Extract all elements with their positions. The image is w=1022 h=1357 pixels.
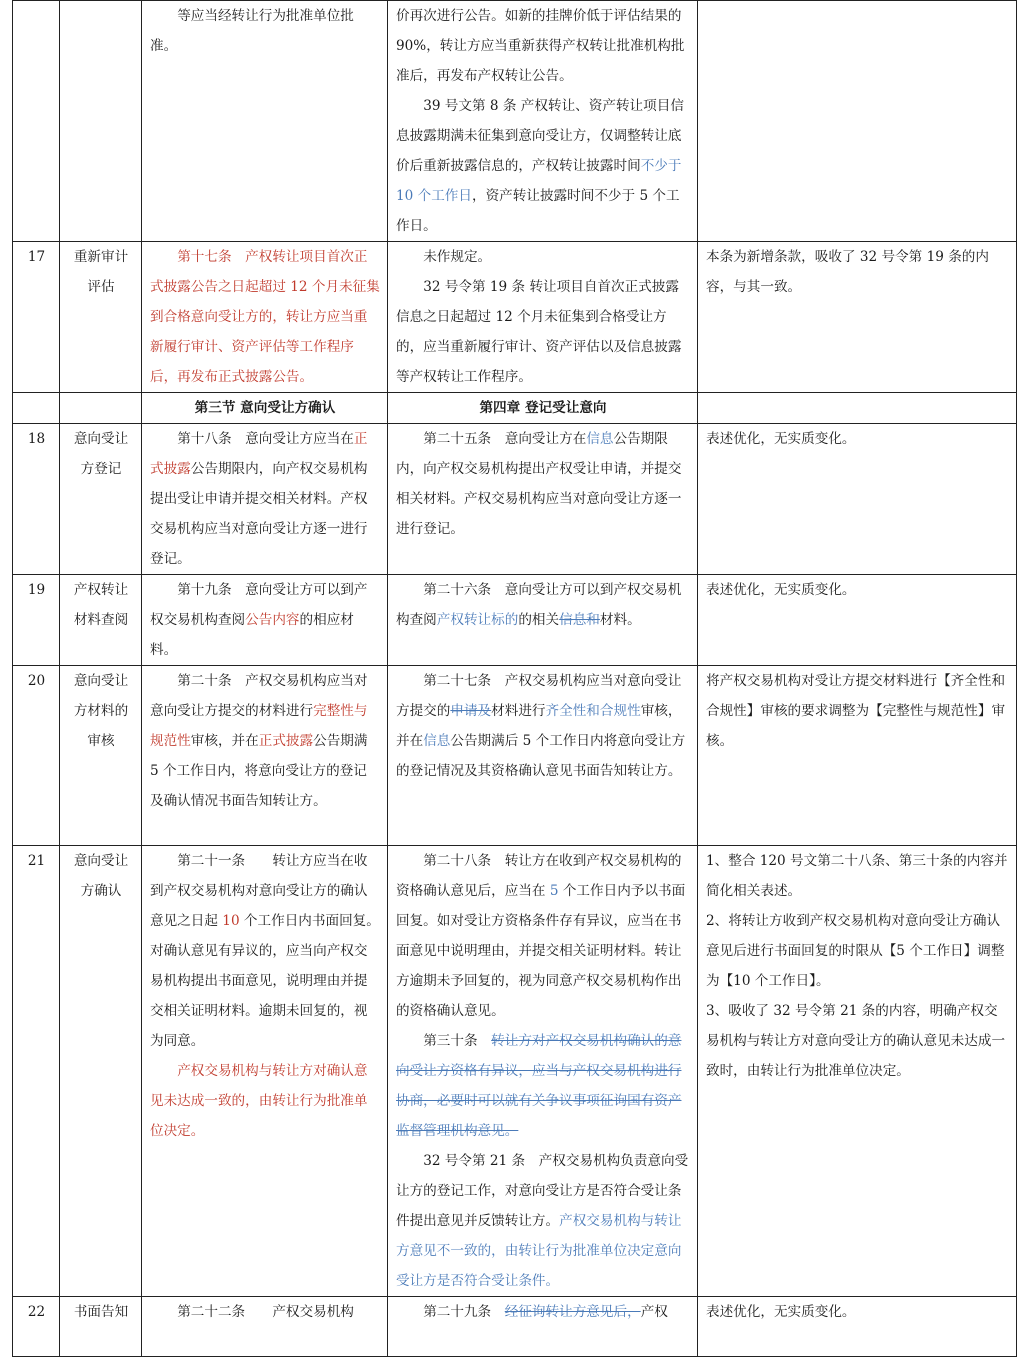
text-segment: 信息 xyxy=(423,733,451,749)
old-rule-cell xyxy=(388,424,698,575)
row-category: 意向受让方材料的审核 xyxy=(60,666,142,846)
text-segment: 等应当经转让行为批准单位批准。 xyxy=(150,8,354,54)
text-segment: 个工作日内书面回复。对确认意见有异议的，应当向产权交易机构提出书面意见，说明理由并提交相关证明材料。逾期未回复的，视为同意。 xyxy=(150,913,380,1049)
text-segment: 完整性与规范性 xyxy=(150,703,368,749)
text-segment: 公告期限内，向产权交易机构提出受让申请并提交相关材料。产权交易机构应当对意向受让方逐一进行登记。 xyxy=(150,461,368,567)
text-segment: 公告期满 5 个工作日内，将意向受让方的登记及确认情况书面告知转让方。 xyxy=(150,733,368,809)
text-segment: 意向受让方可以到产权交易机构查阅 xyxy=(150,582,368,628)
text-segment: ，资产转让披露时间不少于 5 个工作日。 xyxy=(396,188,680,234)
text-segment: 转让项目自首次正式披露信息之日起超过 12 个月未征集到合格受让方的，应当重新履行审计、资产评估以及信息披露等产权转让工作程序。 xyxy=(396,279,682,385)
text-segment: 产权转让、资产转让项目信息披露期满未征集到意向受让方，仅调整转让底价后重新披露信息的，产权转让披露时间 xyxy=(396,98,684,174)
text-segment: 第二十五条 xyxy=(423,431,492,447)
text-segment: 32 号令第 19 条 xyxy=(423,279,526,295)
text-segment: 5 xyxy=(549,883,559,899)
clause-text xyxy=(150,666,380,816)
text-segment: 经征询转让方意见后， xyxy=(504,1304,641,1320)
new-rule-cell xyxy=(142,666,388,846)
new-rule-cell xyxy=(142,242,388,393)
clause-text xyxy=(150,424,380,574)
row-number: 22 xyxy=(13,1297,60,1357)
clause-text xyxy=(150,1297,380,1327)
text-segment: 第二十一条 xyxy=(177,853,246,869)
old-rule-cell xyxy=(388,846,698,1297)
new-rule-cell xyxy=(142,424,388,575)
table-row xyxy=(13,846,1017,1297)
text-segment: 产权交易机构负责意向受让方的登记工作，对意向受让方是否符合受让条件提出意见并反馈转让方。 xyxy=(396,1153,689,1229)
text-segment: 第十九条 xyxy=(177,582,232,598)
text-segment: 材料进行 xyxy=(491,703,546,719)
text-segment: 公告期满后 5 个工作日内将意向受让方的登记情况及其资格确认意见书面告知转让方。 xyxy=(396,733,686,779)
text-segment: 32 号令第 21 条 xyxy=(423,1153,526,1169)
comparison-table xyxy=(12,0,1017,1357)
text-segment: 第十七条 xyxy=(177,249,232,265)
text-segment: 转让方应当在收到产权交易机构对意向受让方的确认意见之日起 xyxy=(150,853,368,929)
text-segment: 产权交易机构与转让方对确认意见未达成一致的，由转让行为批准单位决定。 xyxy=(150,1063,368,1139)
table-row xyxy=(13,666,1017,846)
text-segment: 个工作日内予以书面回复。如对受让方资格条件存有异议，应当在书面意见中说明理由，并提交相关证明材料。转让方逾期未予回复的，视为同意产权交易机构作出的资格确认意见。 xyxy=(396,883,686,1019)
text-segment: 转让方在收到产权交易机构的资格确认意见后，应当在 xyxy=(396,853,682,899)
row-number: 18 xyxy=(13,424,60,575)
clause-text xyxy=(150,846,380,1056)
old-rule-cell xyxy=(388,666,698,846)
clause-text xyxy=(396,272,690,392)
note-cell xyxy=(698,666,1017,846)
section-title-old: 第四章 登记受让意向 xyxy=(388,393,698,424)
clause-text xyxy=(396,424,690,544)
note-text: 本条为新增条款，吸收了 32 号令第 19 条的内容，与其一致。 xyxy=(706,249,989,295)
table-row xyxy=(13,424,1017,575)
table-row xyxy=(13,575,1017,666)
text-segment: 产权交易机构应当对意向受让方提交的材料进行 xyxy=(150,673,368,719)
text-segment: 39 号文第 8 条 xyxy=(423,98,517,114)
text-segment: 第二十九条 xyxy=(423,1304,492,1320)
row-category: 意向受让方登记 xyxy=(60,424,142,575)
new-rule-cell xyxy=(142,846,388,1297)
text-segment: 公告期限内，向产权交易机构提出产权受让申请，并提交相关材料。产权交易机构应当对意向受让方逐一进行登记。 xyxy=(396,431,682,537)
text-segment: 第二十六条 xyxy=(423,582,492,598)
text-segment: 10 xyxy=(222,913,240,929)
text-segment: 正式披露 xyxy=(150,431,368,477)
row-number: 21 xyxy=(13,846,60,1297)
text-segment: 第三十条 xyxy=(423,1033,478,1049)
old-rule-cell xyxy=(388,575,698,666)
clause-text xyxy=(396,242,690,272)
text-segment: 审核，并在 xyxy=(190,733,259,749)
clause-text xyxy=(396,1026,690,1146)
old-rule-cell xyxy=(388,1297,698,1357)
text-segment: 产权交易机构应当对意向受让方提交的 xyxy=(396,673,682,719)
text-segment: 产权转让标的 xyxy=(436,612,519,628)
row-number xyxy=(13,1,60,242)
clause-text xyxy=(150,242,380,392)
text-segment: 意向受让方应当在 xyxy=(231,431,354,447)
text-segment: 产权 xyxy=(640,1304,668,1320)
clause-text xyxy=(396,666,690,786)
clause-text xyxy=(396,1,690,91)
clause-text xyxy=(150,1,380,61)
note-cell xyxy=(698,1,1017,242)
new-rule-cell xyxy=(142,1,388,242)
section-title-new: 第三节 意向受让方确认 xyxy=(142,393,388,424)
note-text: 表述优化，无实质变化。 xyxy=(706,1304,856,1320)
text-segment: 不少于 10 个工作日 xyxy=(396,158,682,204)
clause-text xyxy=(396,575,690,635)
note-text: 3、吸收了 32 号令第 21 条的内容，明确产权交易机构与转让方对意向受让方的确认意见未达成一致时，由转让行为批准单位决定。 xyxy=(706,1003,1006,1079)
text-segment xyxy=(478,1033,492,1049)
clause-text xyxy=(396,1297,690,1327)
row-category: 产权转让材料查阅 xyxy=(60,575,142,666)
text-segment: 信息和 xyxy=(559,612,600,628)
text-segment: 第二十八条 xyxy=(423,853,492,869)
row-number: 17 xyxy=(13,242,60,393)
table-row xyxy=(13,1297,1017,1357)
text-segment: 产权交易机构 xyxy=(245,1304,354,1320)
text-segment: 转让方对产权交易机构确认的意向受让方资格有异议，应当与产权交易机构进行协商，必要时可以就有关争议事项征询国有资产监督管理机构意见。 xyxy=(396,1033,682,1139)
text-segment: 意向受让方在 xyxy=(491,431,587,447)
text-segment: 申请及 xyxy=(450,703,492,719)
text-segment: 正式披露 xyxy=(258,733,314,749)
row-category xyxy=(60,1,142,242)
text-segment: 的相应材料。 xyxy=(150,612,354,658)
note-text: 1、整合 120 号文第二十八条、第三十条的内容并简化相关表述。 xyxy=(706,853,1008,899)
row-category: 重新审计评估 xyxy=(60,242,142,393)
clause-text xyxy=(396,91,690,241)
clause-text xyxy=(396,846,690,1026)
text-segment: 第二十二条 xyxy=(177,1304,246,1320)
clause-text xyxy=(150,1056,380,1146)
clause-text xyxy=(150,575,380,665)
new-rule-cell xyxy=(142,1297,388,1357)
text-segment: 第二十七条 xyxy=(423,673,492,689)
note-cell xyxy=(698,575,1017,666)
text-segment: 信息 xyxy=(586,431,614,447)
text-segment: 价再次进行公告。如新的挂牌价低于评估结果的90%，转让方应当重新获得产权转让批准机构批准后，再发布产权转让公告。 xyxy=(396,8,685,84)
row-number: 20 xyxy=(13,666,60,846)
text-segment: 第十八条 xyxy=(177,431,232,447)
table-row xyxy=(13,1,1017,242)
text-segment: 产权交易机构与转让方意见不一致的，由转让行为批准单位决定意向受让方是否符合受让条件。 xyxy=(396,1213,682,1289)
row-category: 意向受让方确认 xyxy=(60,846,142,1297)
row-category: 书面告知 xyxy=(60,1297,142,1357)
section-row xyxy=(13,393,1017,424)
text-segment: 第二十条 xyxy=(177,673,232,689)
text-segment: 齐全性和合规性 xyxy=(545,703,641,719)
text-segment: 的相关 xyxy=(518,612,560,628)
note-cell xyxy=(698,1297,1017,1357)
text-segment xyxy=(491,1304,505,1320)
new-rule-cell xyxy=(142,575,388,666)
note-text: 2、将转让方收到产权交易机构对意向受让方确认意见后进行书面回复的时限从【5 个工作日】调整为【10 个工作日】。 xyxy=(706,913,1005,989)
old-rule-cell xyxy=(388,1,698,242)
text-segment: 公告内容 xyxy=(245,612,300,628)
note-text: 表述优化，无实质变化。 xyxy=(706,582,856,598)
text-segment: 产权转让项目首次正式披露公告之日起超过 12 个月未征集到合格意向受让方的，转让方应当重新履行审计、资产评估等工作程序后，再发布正式披露公告。 xyxy=(150,249,380,385)
text-segment: 未作规定。 xyxy=(423,249,492,265)
table-row xyxy=(13,242,1017,393)
text-segment: 审核，并在 xyxy=(396,703,682,749)
note-cell xyxy=(698,846,1017,1297)
row-number: 19 xyxy=(13,575,60,666)
note-cell xyxy=(698,242,1017,393)
note-text: 表述优化，无实质变化。 xyxy=(706,431,856,447)
note-cell xyxy=(698,424,1017,575)
text-segment: 材料。 xyxy=(599,612,641,628)
old-rule-cell xyxy=(388,242,698,393)
note-text: 将产权交易机构对受让方提交材料进行【齐全性和合规性】审核的要求调整为【完整性与规范性】审核。 xyxy=(706,673,1006,749)
text-segment: 意向受让方可以到产权交易机构查阅 xyxy=(396,582,682,628)
clause-text xyxy=(396,1146,690,1296)
